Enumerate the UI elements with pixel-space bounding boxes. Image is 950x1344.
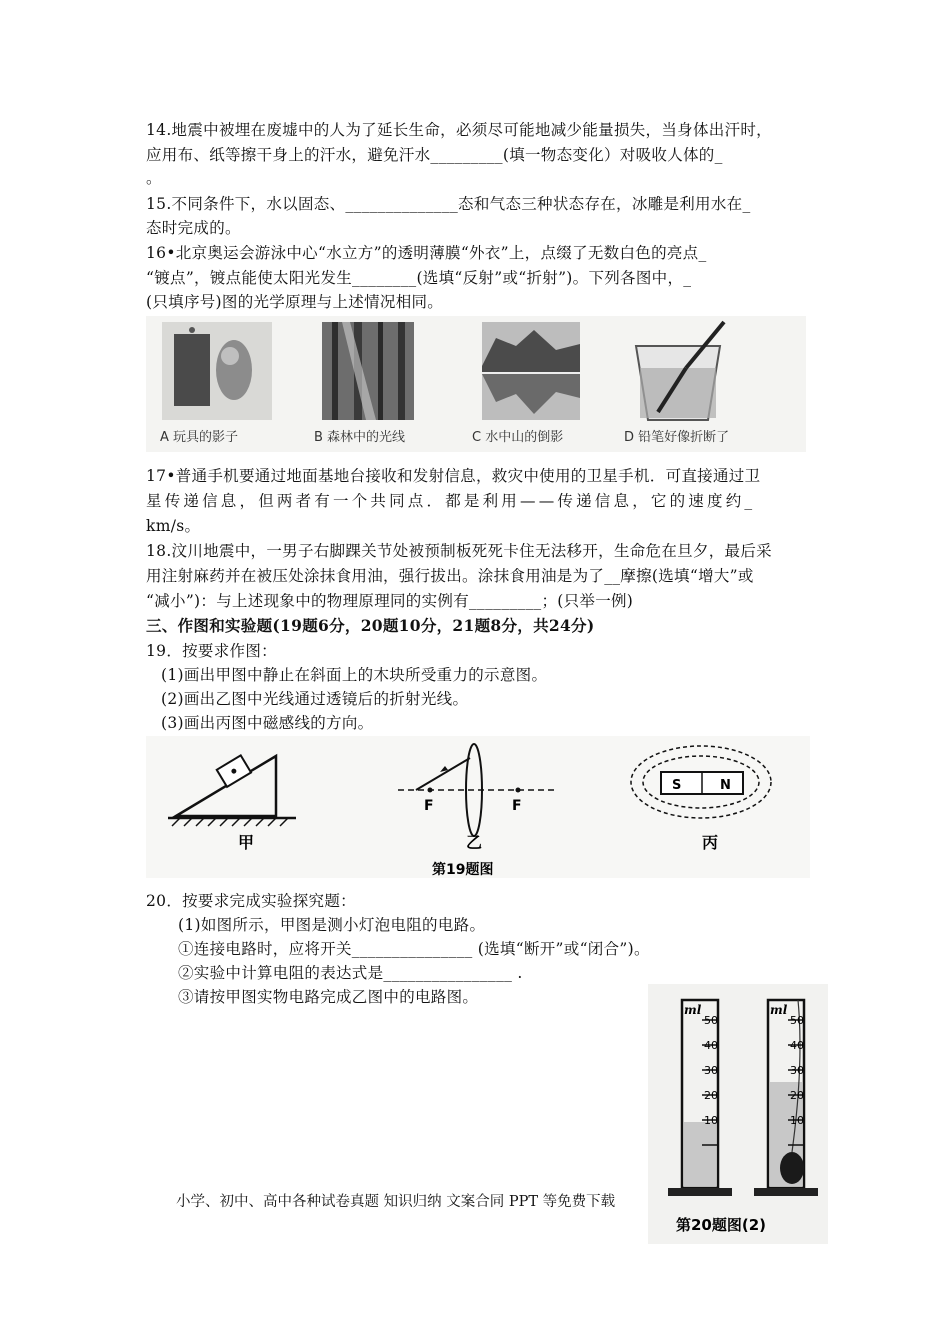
tick-left-20: 20: [704, 1089, 718, 1102]
tick-right-50: 50: [790, 1014, 804, 1027]
q19-sub-1: (1)画出甲图中静止在斜面上的木块所受重力的示意图。: [161, 666, 548, 684]
q17-line-2: 星传递信息，但两者有一个共同点．都是利用——传递信息，它的速度约_: [146, 492, 756, 510]
q16-line-2: “镀点”，镀点能使太阳光发生________(选填“反射”或“折射”)。下列各图中，_: [146, 269, 692, 287]
tick-left-30: 30: [704, 1064, 718, 1077]
tick-right-40: 40: [790, 1039, 804, 1052]
q19-sub-3: (3)画出丙图中磁感线的方向。: [161, 714, 374, 732]
q17-line-1: 17•普通手机要通过地面基地台接收和发射信息，救灾中使用的卫星手机．可直接通过卫: [146, 467, 761, 485]
label-f-right: F: [512, 798, 522, 814]
q19-figure: [146, 736, 810, 878]
incline-diagram: [168, 755, 296, 826]
q19-figure-caption: 第19题图: [432, 862, 494, 878]
q16-line-1: 16•北京奥运会游泳中心“水立方”的透明薄膜“外衣”上，点缀了无数白色的亮点_: [146, 244, 707, 262]
tick-right-10: 10: [790, 1114, 804, 1127]
q20-figure-caption: 第20题图(2): [676, 1216, 767, 1234]
q20-sub-4: ③请按甲图实物电路完成乙图中的电路图。: [178, 988, 479, 1006]
wooden-block: [217, 755, 251, 787]
q20-sub-1: (1)如图所示，甲图是测小灯泡电阻的电路。: [178, 916, 486, 934]
q15-line-1: 15.不同条件下，水以固态、______________态和气态三种状态存在，冰雕是利用水在_: [146, 195, 751, 213]
q18-line-3: “减小”)：与上述现象中的物理原理同的实例有_________；(只举一例): [146, 592, 634, 610]
caption-c: C 水中山的倒影: [472, 430, 564, 445]
q20-figure: [648, 984, 828, 1244]
q19-sub-2: (2)画出乙图中光线通过透镜后的折射光线。: [161, 690, 469, 708]
caption-d: D 铅笔好像折断了: [624, 430, 730, 445]
figure-b-forest-light: [322, 322, 414, 420]
q20-line-1: 20．按要求完成实验探究题：: [146, 892, 356, 910]
unit-right: ml: [770, 1003, 788, 1017]
q16-line-3: (只填序号)图的光学原理与上述情况相同。: [146, 293, 444, 311]
q20-sub-2: ①连接电路时，应将开关_______________ (选填“断开”或“闭合”)。: [178, 940, 650, 958]
section-3-heading: 三、作图和实验题(19题6分，20题10分，21题8分，共24分): [146, 616, 595, 635]
q18-line-2: 用注射麻药并在被压处涂抹食用油，强行拔出。涂抹食用油是为了__摩擦(选填“增大”或: [146, 567, 754, 585]
figure-a-toy-shadow: [162, 322, 272, 420]
tick-left-40: 40: [704, 1039, 718, 1052]
unit-left: ml: [684, 1003, 702, 1017]
label-bing: 丙: [702, 833, 719, 852]
tick-left-10: 10: [704, 1114, 718, 1127]
caption-b: B 森林中的光线: [314, 430, 406, 445]
footer-text: 小学、初中、高中各种试卷真题 知识归纳 文案合同 PPT 等免费下载: [176, 1194, 616, 1210]
figure-d-pencil-in-glass: [636, 322, 724, 420]
lens-diagram: [398, 744, 556, 836]
q19-line-1: 19．按要求作图：: [146, 642, 277, 660]
label-f-left: F: [424, 798, 434, 814]
q20-sub-3: ②实验中计算电阻的表达式是________________ .: [178, 964, 523, 982]
q14-line-3: 。: [146, 169, 162, 187]
tick-right-20: 20: [790, 1089, 804, 1102]
tick-right-30: 30: [790, 1064, 804, 1077]
q19-figure-svg: [146, 736, 810, 878]
tick-left-50: 50: [704, 1014, 718, 1027]
caption-a: A 玩具的影子: [160, 430, 239, 445]
q15-line-2: 态时完成的。: [146, 219, 241, 237]
q20-figure-svg: [648, 984, 828, 1244]
figure-c-mountain-reflection: [482, 322, 580, 420]
cylinder-left: [668, 1000, 732, 1196]
q16-figure-strip: [146, 316, 806, 452]
cylinder-right: [754, 1000, 818, 1196]
label-n: N: [720, 778, 731, 793]
q18-line-1: 18.汶川地震中，一男子右脚踝关节处被预制板死死卡住无法移开，生命危在旦夕，最后采: [146, 542, 772, 560]
q14-line-2: 应用布、纸等擦干身上的汗水，避免汗水_________(填一物态变化）对吸收人体的_: [146, 146, 723, 164]
label-s: S: [672, 778, 682, 793]
magnet-diagram: [631, 746, 771, 818]
label-yi: 乙: [466, 833, 483, 852]
label-jia: 甲: [238, 833, 255, 852]
q14-line-1: 14.地震中被埋在废墟中的人为了延长生命，必须尽可能地减少能量损失，当身体出汗时，: [146, 121, 772, 139]
q17-line-3: km/s。: [146, 517, 201, 535]
